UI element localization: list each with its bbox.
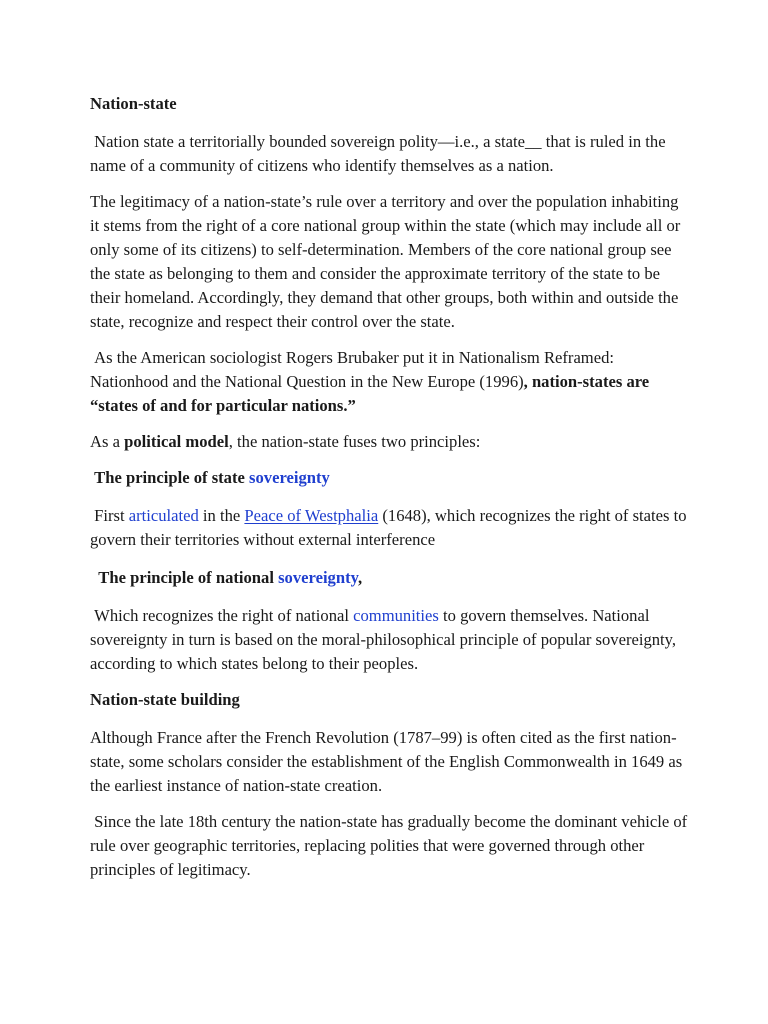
heading-nation-state-building: Nation-state building	[90, 690, 240, 709]
principle-state-sovereignty	[90, 466, 690, 490]
westphalia-pre: First	[90, 506, 129, 525]
political-model-pre: As a	[90, 432, 125, 451]
principle-2-label: The principle of national	[90, 568, 279, 587]
paragraph-political-model	[90, 430, 690, 454]
link-sovereignty-1[interactable]: sovereignty	[249, 468, 330, 487]
link-articulated[interactable]: articulated	[128, 506, 199, 525]
link-communities[interactable]: communities	[353, 606, 439, 625]
link-sovereignty-2[interactable]: sovereignty	[278, 568, 358, 587]
paragraph-brubaker	[90, 346, 690, 418]
political-model-post: , the nation-state fuses two principles:	[228, 432, 481, 451]
paragraph-westphalia	[90, 504, 690, 552]
communities-pre: Which recognizes the right of national	[90, 606, 354, 625]
paragraph-definition: Nation state a territorially bounded sovereign polity—i.e., a state__ that is ruled in the name of a community of citizens who identify themselves as a nation.	[90, 132, 670, 175]
paragraph-france: Although France after the French Revolution (1787–99) is often cited as the first nation-state, some scholars consider the establishment of the English Commonwealth in 1649 as the earliest instance of nation-state creation.	[90, 728, 683, 795]
link-peace-of-westphalia[interactable]: Peace of Westphalia	[244, 506, 379, 525]
communities-post: to govern themselves. National sovereignty in turn is based on the moral-philosophical principle of popular sovereignty, according to which states belong to their peoples.	[90, 606, 681, 673]
principle-1-label: The principle of state	[90, 468, 250, 487]
paragraph-legitimacy: The legitimacy of a nation-state’s rule over a territory and over the population inhabiting it stems from the right of a core national group within the state (which may include all or only some of its citizens) to self-determination. Members of the core national group see the state as belonging to them and consider the approximate territory of the state to be their homeland. Accordingly, they demand that other groups, both within and outside the state, recognize and respect their control over the state.	[90, 192, 681, 331]
principle-national-sovereignty	[90, 566, 690, 590]
principle-2-post: ,	[357, 568, 363, 587]
heading-nation-state: Nation-state	[90, 94, 177, 113]
brubaker-text: As the American sociologist Rogers Brubaker put it in Nationalism Reframed: Nationhood and the National Question in the New Europe (1996)	[90, 348, 619, 391]
political-model-bold: political model	[124, 432, 229, 451]
brubaker-quote: , nation-states are “states of and for particular nations.”	[90, 372, 654, 415]
paragraph-communities	[90, 604, 690, 676]
westphalia-mid: in the	[198, 506, 245, 525]
paragraph-18th-century: Since the late 18th century the nation-state has gradually become the dominant vehicle of rule over geographic territories, replacing polities that were governed through other principles of legitimacy.	[90, 812, 692, 879]
document-body	[90, 92, 690, 882]
westphalia-post: (1648), which recognizes the right of states to govern their territories without external interference	[90, 506, 691, 549]
